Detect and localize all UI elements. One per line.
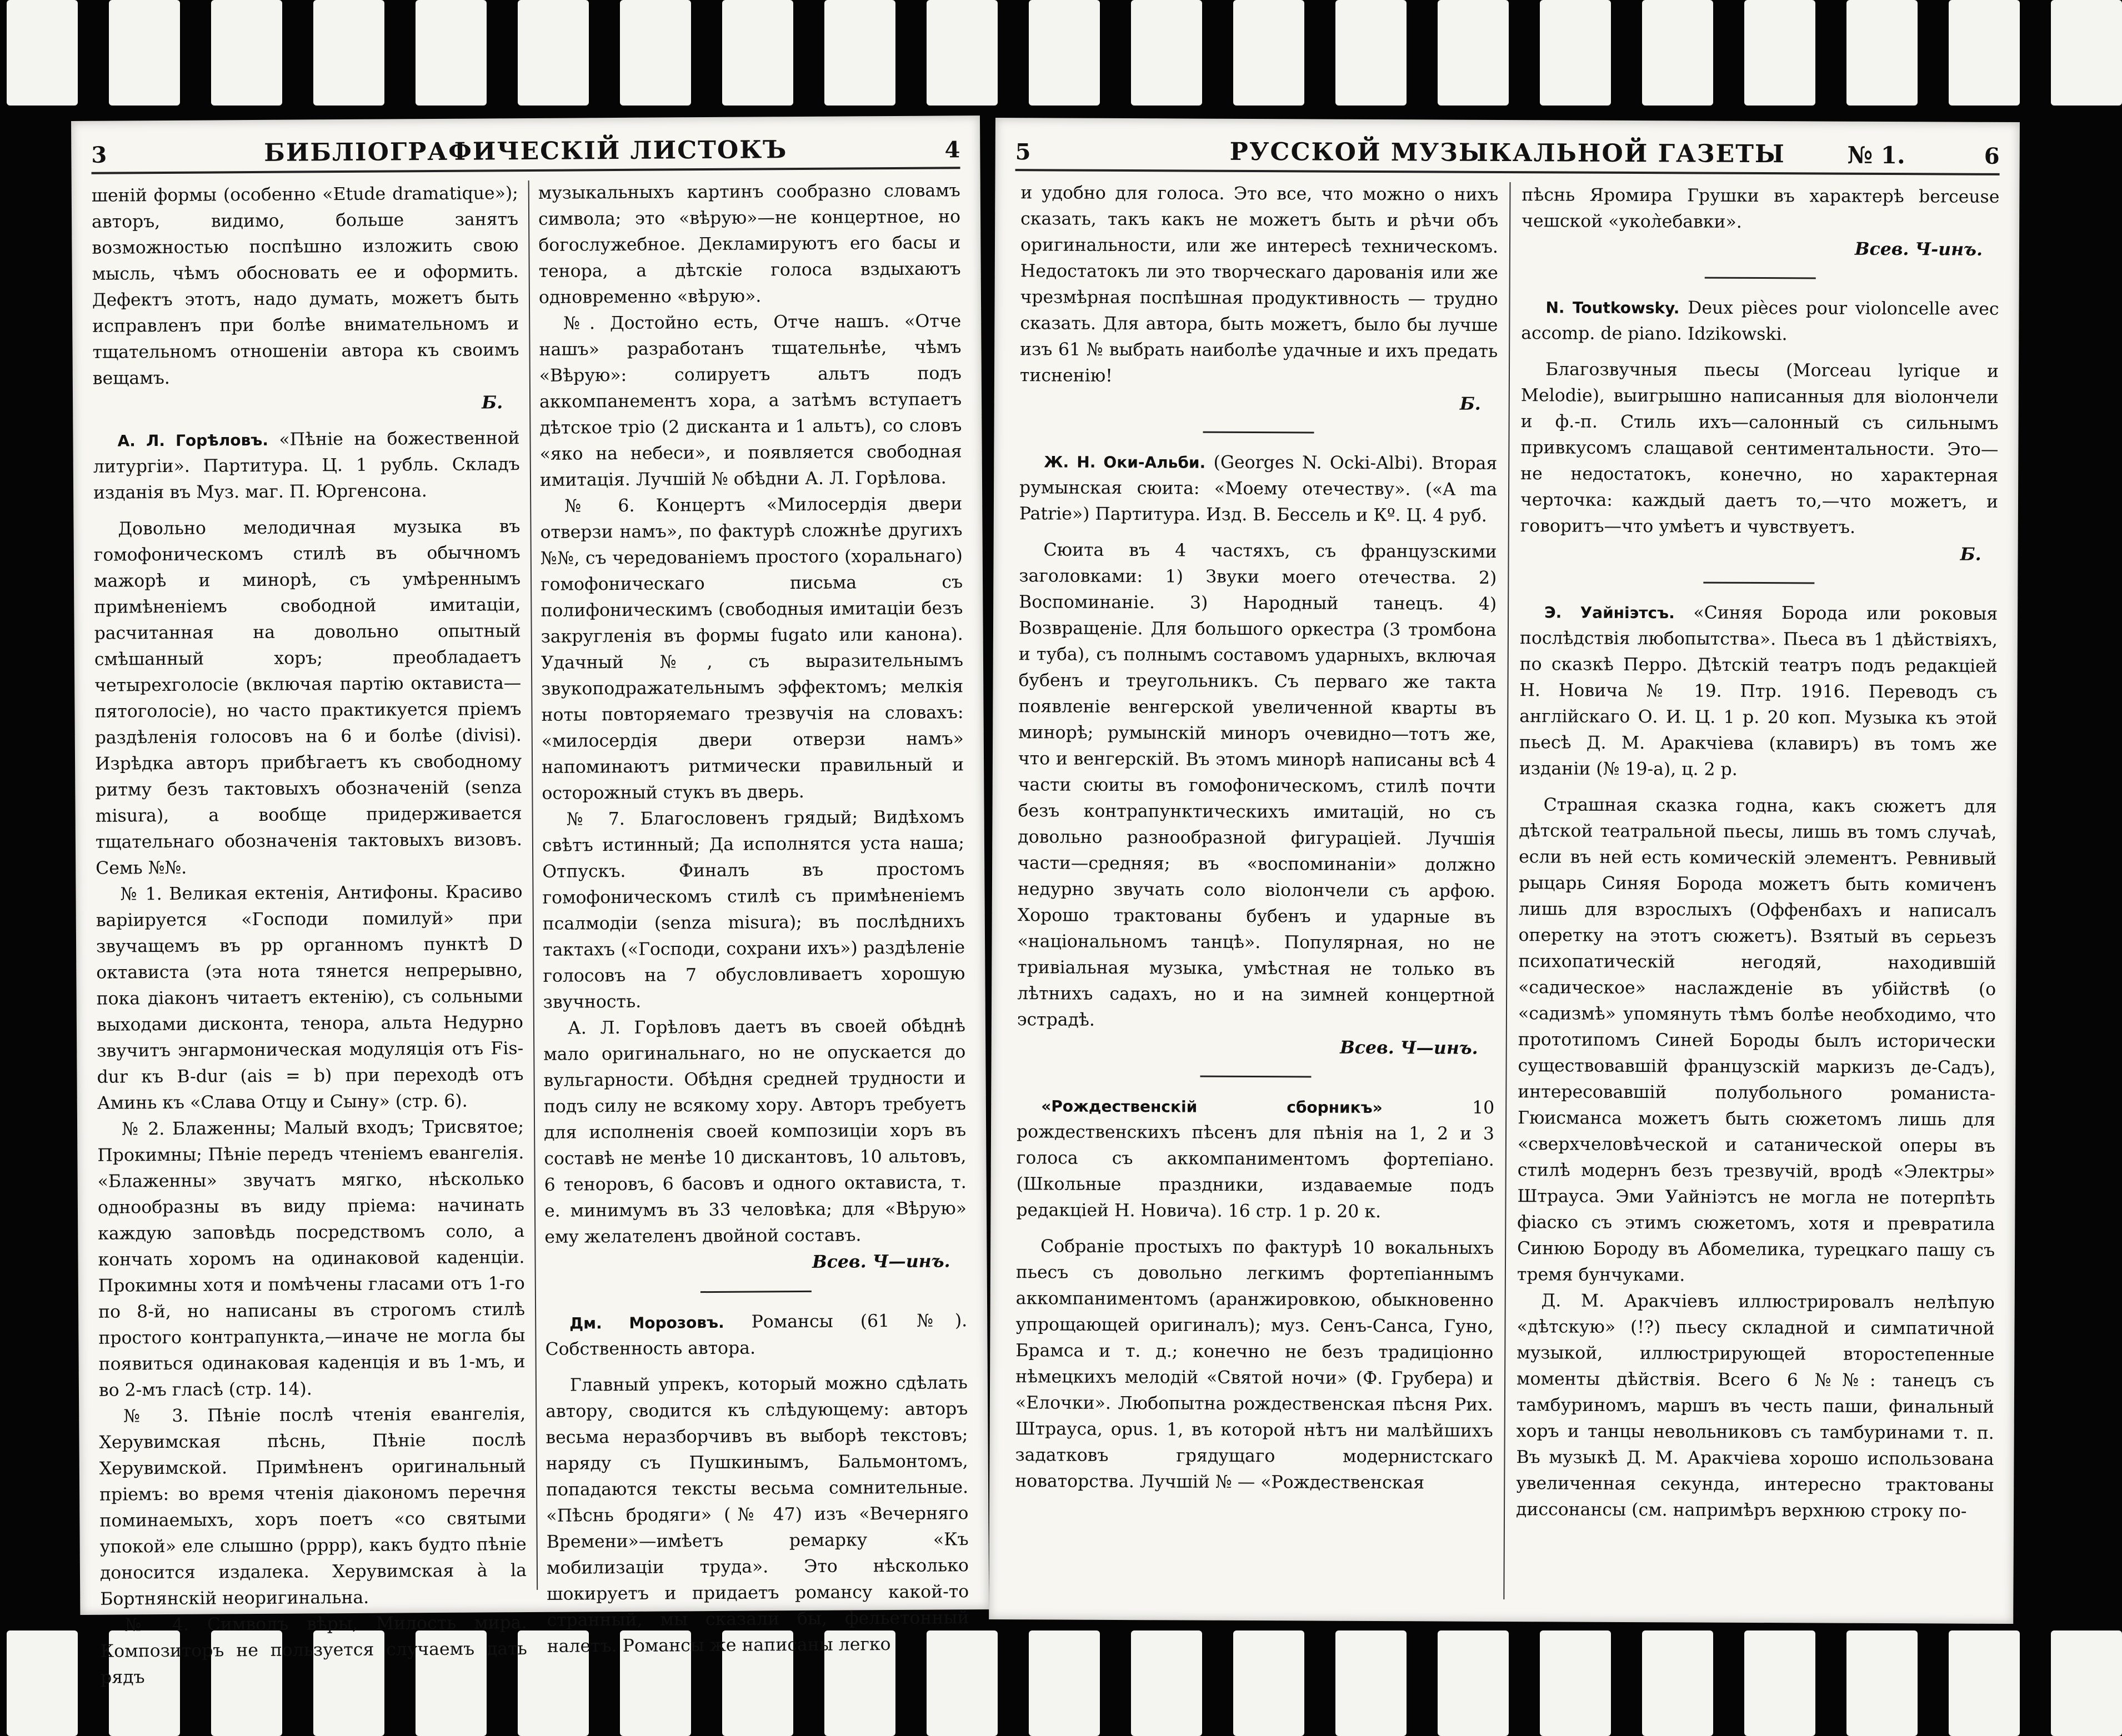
review-entry [1019,449,1498,529]
review-entry [545,1308,968,1363]
paragraph: Довольно мелодичная музыка въ гомофоническомъ стилѣ въ обычномъ мажорѣ и минорѣ, съ умѣреннымъ примѣненіемъ свободной имитаціи, расчитанная на довольно опытный смѣшанный хоръ; преобладаетъ четырехголосіе (включая партію октависта—пятоголосіе), но часто практикуется пріемъ раздѣленія голосовъ на 6 и болѣе (divisi). Изрѣдка авторъ прибѣгаетъ къ свободному ритму безъ тактовыхъ обозначеній (senza misura), а вообще придерживается тщательнаго обозначенія тактовыхъ визовъ. Семь №№. [93,516,523,879]
entry-title: (Georges N. Ocki-Albi). Вторая румынская сюита: «Моему отечеству». («A ma Patrie») Партитура. Изд. В. Бессель и Кº. Ц. 4 руб. [1019,452,1498,526]
left-page-header [91,134,960,174]
entry-title: 10 рождественскихъ пѣсенъ для пѣнія на 1, 2 и 3 голоса съ аккомпаниментомъ фортепіано. (Школьные праздники, издаваемые подъ редакціей Н. Новича). 16 стр. 1 р. 20 к. [1016,1097,1495,1222]
paragraph: № 7. Благословенъ грядый; Видѣхомъ свѣтъ истинный; Да исполнятся уста наша; Отпускъ. Финалъ въ простомъ гомофоническомъ стилѣ съ примѣненіемъ псалмодіи (senza misura); въ послѣднихъ тактахъ («Господи, сохрани ихъ») раздѣленіе голосовъ на 7 обусловливаетъ хорошую звучность. [542,807,965,1012]
paragraph: Сюита въ 4 частяхъ, съ французскими заголовками: 1) Звуки моего отечества. 2) Воспоминаніе. 3) Народный танецъ. 4) Возвращеніе. Для большого оркестра (3 тромбона и туба), съ полнымъ составомъ ударныхъ, включая бубенъ и треугольникъ. Съ перваго же такта появленіе венгерской увеличенной кварты въ минорѣ; румынскій миноръ очевидно—тотъ же, что и венгерскій. Въ этомъ минорѣ написаны всѣ 4 части сюиты въ гомофоническомъ, стилѣ почти безъ контрапунктическихъ имитацій, но съ довольно разнообразной фигураціей. Лучшія части—средняя; въ «воспоминаніи» должно недурно звучать соло віолончели съ арфою. Хорошо трактованы бубенъ и ударные въ «національномъ танцѣ». Популярная, но не тривіальная музыка, умѣстная не только въ лѣтнихъ садахъ, но и на зимней концертной эстрадѣ. [1017,540,1497,1030]
left-page-number: 3 [91,142,107,168]
review-entry [1519,599,1998,784]
paragraph: пѣснь Яромира Грушки въ характерѣ berceuse чешской «укол̀ебавки». [1522,185,2000,232]
film-perforations-top [0,0,2088,106]
review-entry [1016,1093,1494,1226]
left-header-right-number: 4 [944,137,960,163]
right-page-column-1 [1014,180,1498,1610]
reviewed-author: А. Л. Горѣловъ. [117,430,269,450]
reviewed-title: «Рождественскій сборникъ» [1041,1097,1383,1117]
paragraph: и удобно для голоса. Это все, что можно о нихъ сказать, такъ какъ не можетъ быть и рѣчи объ оригинальности, или же интересѣ техническомъ. Недостатокъ ли это творческаго дарованія или же чрезмѣрная поспѣшная продуктивность — трудно сказать. Для автора, быть можетъ, было бы лучше изъ 61 № выбрать наиболѣе удачные и ихъ предать тисненію! [1019,183,1499,386]
signature: Всев. Ч-инъ. [1854,238,1983,260]
paragraph: Главный упрекъ, который можно сдѣлать автору, сводится къ слѣдующему: авторъ весьма неразборчивъ въ выборѣ текстовъ; наряду съ Пушкинымъ, Бальмонтомъ, попадаются тексты весьма сомнительные. «Пѣснь бродяги» (№ 47) изъ «Вечерняго Времени»—имѣетъ ремарку «Къ мобилизаціи труда». Это нѣсколько шокируетъ и придаетъ романсу какой-то странный, мы сказали бы, фельетонный налетъ. Романсы же написаны легко [545,1373,969,1657]
paragraph: музыкальныхъ картинъ сообразно словамъ символа; это «вѣрую»—не концертное, но богослужебное. Декламируютъ его басы и тенора, а дѣтскіе голоса вздыхаютъ одновременно «вѣрую». [538,180,961,308]
paragraph: № 6. Концертъ «Милосердія двери отверзи намъ», по фактурѣ сложнѣе другихъ №№, съ чередованіемъ простого (хоральнаго) гомофоническаго письма съ полифоническимъ (свободныя имитаціи безъ закругленія въ формы fugato или канона). Удачный №, съ выразительнымъ звукоподражательнымъ эффектомъ; мелкія ноты повторяемаго трезвучія на словахъ: «милосердія двери отверзи намъ» напоминаютъ ритмически правильный и осторожный стукъ въ дверь. [540,494,964,804]
left-page-column-1 [91,180,527,1688]
reviewed-author: Ж. Н. Оки-Альби. [1044,453,1206,472]
entry-title: Deux pièces pour violoncelle avec accomp. de piano. Idzikowski. [1521,298,1999,345]
right-column-separator [1503,182,1510,1599]
left-page-column-2 [538,178,969,1657]
right-page-header [1015,137,2000,175]
section-rule [1200,1076,1311,1078]
paragraph: Собраніе простыхъ по фактурѣ 10 вокальныхъ пьесъ съ довольно легкимъ фортепіаннымъ аккомпаниментомъ (аранжировкою, обыкновенно упрощающей оригиналъ); муз. Сенъ-Санса, Гуно, Брамса и т. д.; конечно не безъ традиціонно нѣмецкихъ мелодій «Святой ночи» (Ф. Грубера) и «Елочки». Любопытна рождественская пѣсня Рих. Штрауса, opus. 1, въ которой нѣтъ ни малѣйшихъ задатковъ грядущаго модернистскаго новаторства. Лучшій № — «Рождественская [1015,1236,1494,1493]
paragraph: Страшная сказка годна, какъ сюжетъ для дѣтской театральной пьесы, лишь въ томъ случаѣ, если въ ней есть комическій элементъ. Ревнивый рыцарь Синяя Борода можетъ быть комиченъ лишь для взрослыхъ (Оффенбахъ и написалъ оперетку на этотъ сюжетъ). Взятый въ серьезъ психопатическій негодяй, находившій «садическое» наслажденіе въ убійствѣ (о «садизмѣ» упомянуть тѣмъ болѣе необходимо, что прототипомъ Синей Бороды былъ исторически существовавшій французскій маркизъ де-Садъ), интересовавшій полубольного романиста-Гюисманса можетъ быть сюжетомъ лишь для «сверхчеловѣческой и сатанической оперы въ стилѣ модернъ безъ трезвучій, вродѣ «Электры» Штрауса. Эми Уайніэтсъ не могла не потерпѣть фіаско съ этимъ сюжетомъ, хотя и превратила Синюю Бороду въ Абомелика, турецкаго пашу съ тремя бунчуками. [1517,795,1997,1286]
paragraph: № 2. Блаженны; Малый входъ; Трисвятое; Прокимны; Пѣніе передъ чтеніемъ евангелія. «Блаженны» звучатъ мягко, нѣсколько однообразны въ виду пріема: начинать каждую заповѣдь посредствомъ соло, а кончать хоромъ на одинаковой каденціи. Прокимны хотя и помѣчены гласами отъ 1-го по 8-й, но написаны въ строгомъ стилѣ простого контрапункта,—иначе не могла бы появиться одинаковая каденція и въ 1-мъ, и во 2-мъ гласѣ (стр. 14). [97,1117,526,1401]
left-header-title: БИБЛІОГРАФИЧЕСКІЙ ЛИСТОКЪ [264,136,788,167]
right-page-number-right: 6 [1984,143,2000,169]
paragraph: А. Л. Горѣловъ даетъ въ своей обѣднѣ мало оригинальнаго, но не опускается до вульгарности. Обѣдня средней трудности и подъ силу не всякому хору. Авторъ требуетъ для исполненія своей композиціи хоръ въ составѣ не менѣе 10 дискантовъ, 10 альтовъ, 6 теноровъ, 6 басовъ и одного октависта, т. е. минимумъ въ 33 человѣка; для «Вѣрую» ему желателенъ двойной составъ. [543,1016,967,1247]
right-page-column-2 [1515,182,1999,1613]
section-rule [1703,582,1814,584]
signature: Б. [1459,393,1481,414]
entry-title: Романсы (61 №). Собственность автора. [545,1311,968,1359]
paragraph: № 4. Символъ вѣры, Милость мира. Композиторъ не пользуется случаемъ дать рядъ [100,1613,527,1688]
reviewed-author: N. Toutkowsky. [1545,298,1680,318]
review-entry [1521,294,1999,349]
signature: Б. [482,392,503,413]
paragraph: № 3. Пѣніе послѣ чтенія евангелія, Херувимская пѣснь, Пѣніе послѣ Херувимской. Примѣненъ оригинальный пріемъ: во время чтенія діакономъ перечня поминаемыхъ, хоръ поетъ «со святыми упокой» еле слышно (pppp), какъ будто пѣніе доносится издалека. Херувимская à la Бортнянскій неоригинальна. [99,1404,527,1609]
section-rule [1705,277,1816,279]
signature: Б. [1960,544,1981,565]
section-rule [700,1291,812,1293]
issue-number: № 1. [1847,141,1905,169]
reviewed-author: Э. Уайніэтсъ. [1544,603,1675,623]
signature: Всев. Ч—инъ. [812,1251,950,1272]
entry-title: «Синяя Борода или роковыя послѣдствія любопытства». Пьеса въ 1 дѣйствіяхъ, по сказкѣ Перро. Дѣтскій театръ подъ редакціей Н. Новича № 19. Птр. 1916. Переводъ съ англійскаго О. И. Ц. 1 р. 20 коп. Музыка къ этой пьесѣ Д. М. Аракчіева (клавиръ) въ томъ же изданіи (№ 19-а), ц. 2 р. [1519,603,1998,780]
paragraph: Д. М. Аракчіевъ иллюстрировалъ нелѣпую «дѣтскую» (!?) пьесу складной и симпатичной музыкой, иллюстрирующей второстепенные моменты дѣйствія. Всего 6 №№: танецъ съ тамбуриномъ, маршъ въ честь паши, финальный хоръ и танцы невольниковъ съ тамбуринами т. п. Въ музыкѣ Д. М. Аракчіева хорошо использована увеличенная секунда, интересно трактованы диссонансы (см. напримѣръ верхнюю строку по- [1515,1291,1995,1522]
signature: Всев. Ч—инъ. [1340,1037,1478,1058]
reviewed-author: Дм. Морозовъ. [569,1313,724,1333]
right-header-title: РУССКОЙ МУЗЫКАЛЬНОЙ ГАЗЕТЫ [1229,137,1785,169]
left-column-separator [528,180,538,1590]
section-rule [1203,432,1314,434]
right-page-number-left: 5 [1015,139,1031,165]
paragraph: Благозвучныя пьесы (Morceau lyrique и Melodie), выигрышно написанныя для віолончели и ф.-п. Стиль ихъ—салонный съ сильнымъ привкусомъ слащавой сентиментальности. Это—не недостатокъ, конечно, но характерная черточка: каждый даетъ то,—что можетъ, и говоритъ—что умѣетъ и чувствуетъ. [1520,359,1999,538]
left-page [71,116,989,1688]
review-entry [93,425,520,506]
paragraph: №. Достойно есть, Отче нашъ. «Отче нашъ» разработанъ тщательнѣе, чѣмъ «Вѣрую»: солируетъ альтъ подъ аккомпанементъ хора, а затѣмъ вступаетъ дѣтское тріо (2 дисканта и 1 альтъ), со словъ «яко на небеси», и появляется свободная имитація. Лучшій № обѣдни А. Л. Горѣлова. [539,311,962,490]
paragraph: № 1. Великая ектенія, Антифоны. Красиво варіируется «Господи помилуй» при звучащемъ въ pp органномъ пунктѣ D октависта (эта нота тянется непрерывно, пока діаконъ читаетъ ектенію), съ сольными выходами дисконта, тенора, альта Недурно звучитъ энгармоническая модуляція отъ Fis-dur къ B-dur (ais = b) при переходѣ отъ Аминь къ «Слава Отцу и Сыну» (стр. 6). [96,882,524,1113]
entry-title: «Пѣніе на божественной литургіи». Партитура. Ц. 1 рубль. Складъ изданія въ Муз. маг. П. Юргенсона. [93,428,520,503]
paragraph: шеній формы (особенно «Etude dramatique»); авторъ, видимо, больше занятъ возможностью поспѣшно изложить свою мысль, чѣмъ обосновать ее и оформить. Дефектъ этотъ, надо думать, можетъ быть исправленъ при болѣе внимательномъ и тщательномъ отношеніи автора къ своимъ вещамъ. [91,183,519,389]
right-page [989,118,2020,1624]
